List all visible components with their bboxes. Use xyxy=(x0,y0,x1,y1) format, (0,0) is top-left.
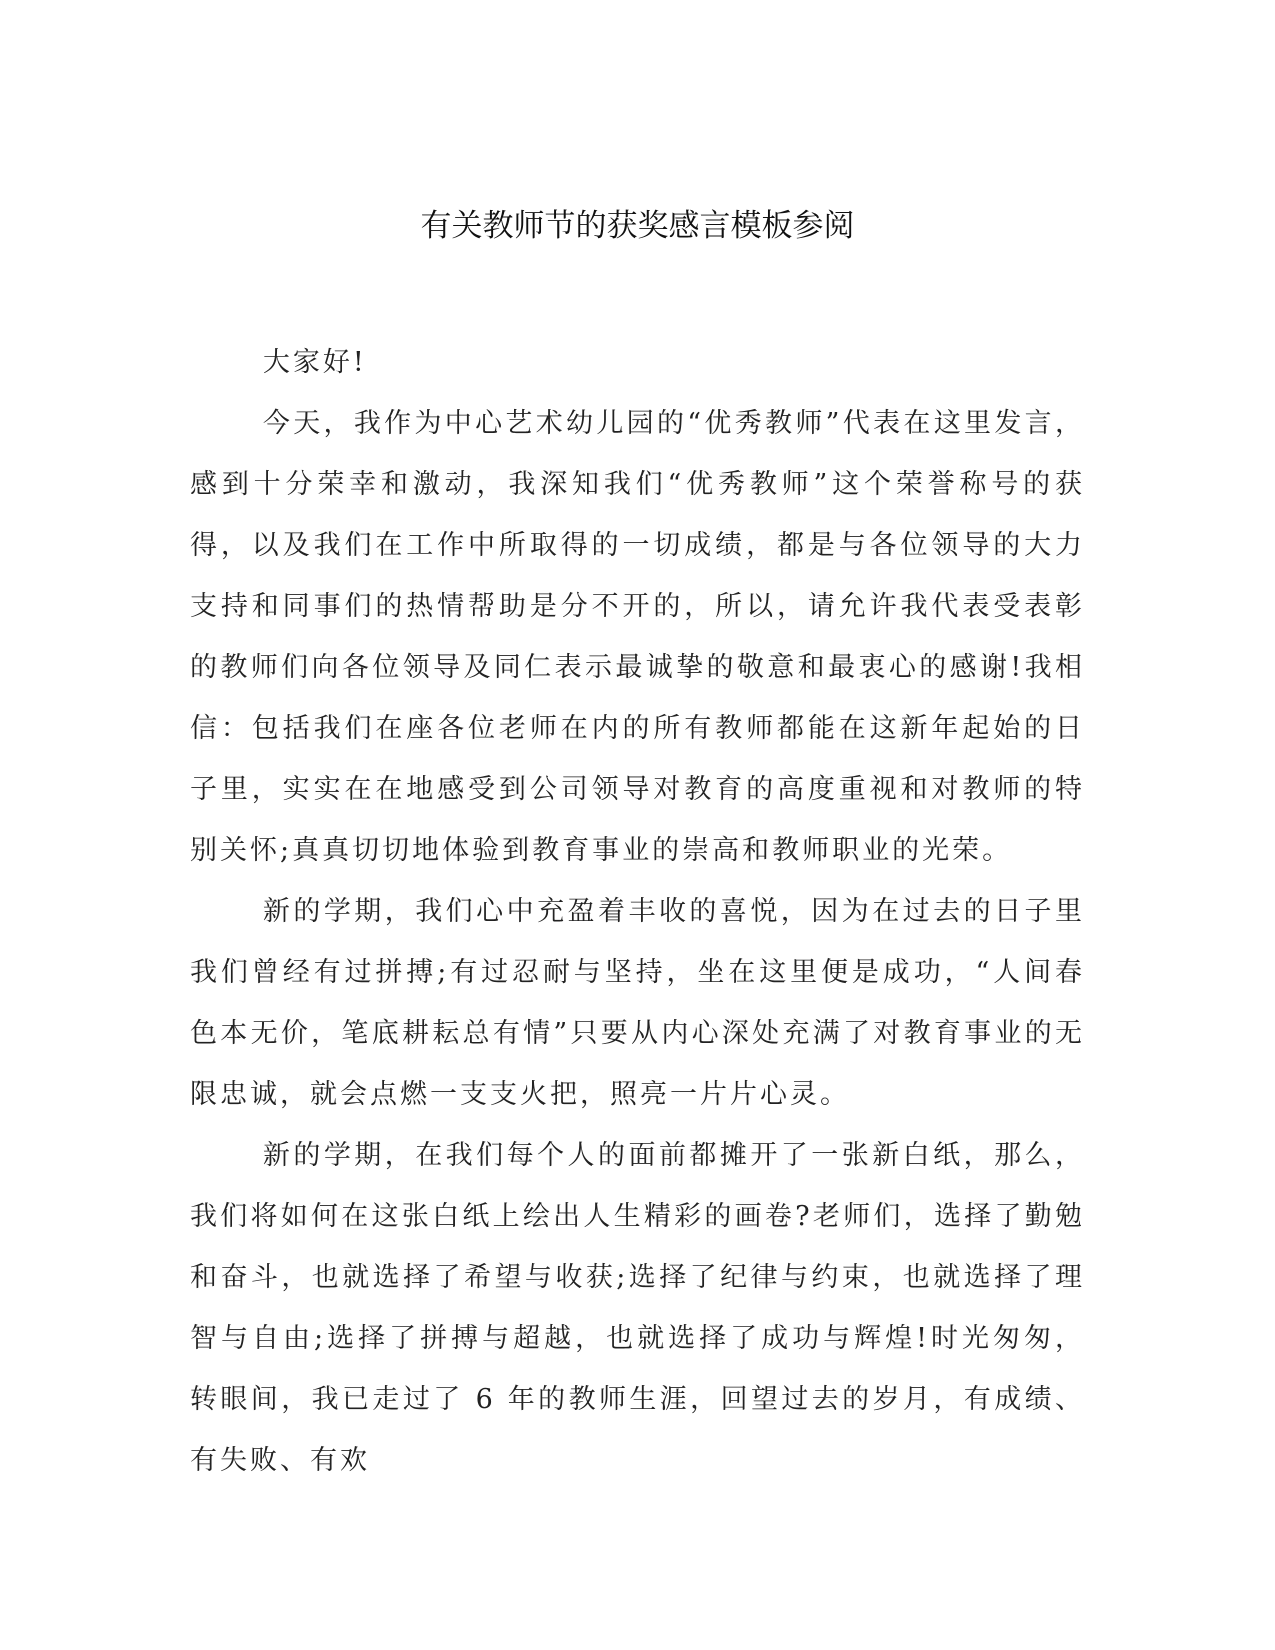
paragraph-2: 新的学期，我们心中充盈着丰收的喜悦，因为在过去的日子里我们曾经有过拼搏;有过忍耐与坚持，坐在这里便是成功，“人间春色本无价，笔底耕耘总有情”只要从内心深处充满了对教育事业的无限忠诚，就会点燃一支支火把，照亮一片片心灵。 xyxy=(190,896,1085,1110)
document-title: 有关教师节的获奖感言模板参阅 xyxy=(420,208,855,244)
paragraph-1: 今天，我作为中心艺术幼儿园的“优秀教师”代表在这里发言，感到十分荣幸和激动，我深知我们“优秀教师”这个荣誉称号的获得，以及我们在工作中所取得的一切成绩，都是与各位领导的大力支持和同事们的热情帮助是分不开的，所以，请允许我代表受表彰的教师们向各位领导及同仁表示最诚挚的敬意和最衷心的感谢!我相信：包括我们在座各位老师在内的所有教师都能在这新年起始的日子里，实实在在地感受到公司领导对教育的高度重视和对教师的特别关怀;真真切切地体验到教育事业的崇高和教师职业的光荣。 xyxy=(190,408,1085,866)
document-body xyxy=(190,332,1085,1491)
paragraph-3: 新的学期，在我们每个人的面前都摊开了一张新白纸，那么，我们将如何在这张白纸上绘出人生精彩的画卷?老师们，选择了勤勉和奋斗，也就选择了希望与收获;选择了纪律与约束，也就选择了理智与自由;选择了拼搏与超越，也就选择了成功与辉煌!时光匆匆，转眼间，我已走过了 6 年的教师生涯，回望过去的岁月，有成绩、有失败、有欢 xyxy=(190,1140,1085,1476)
paragraph-greeting: 大家好! xyxy=(262,347,367,378)
